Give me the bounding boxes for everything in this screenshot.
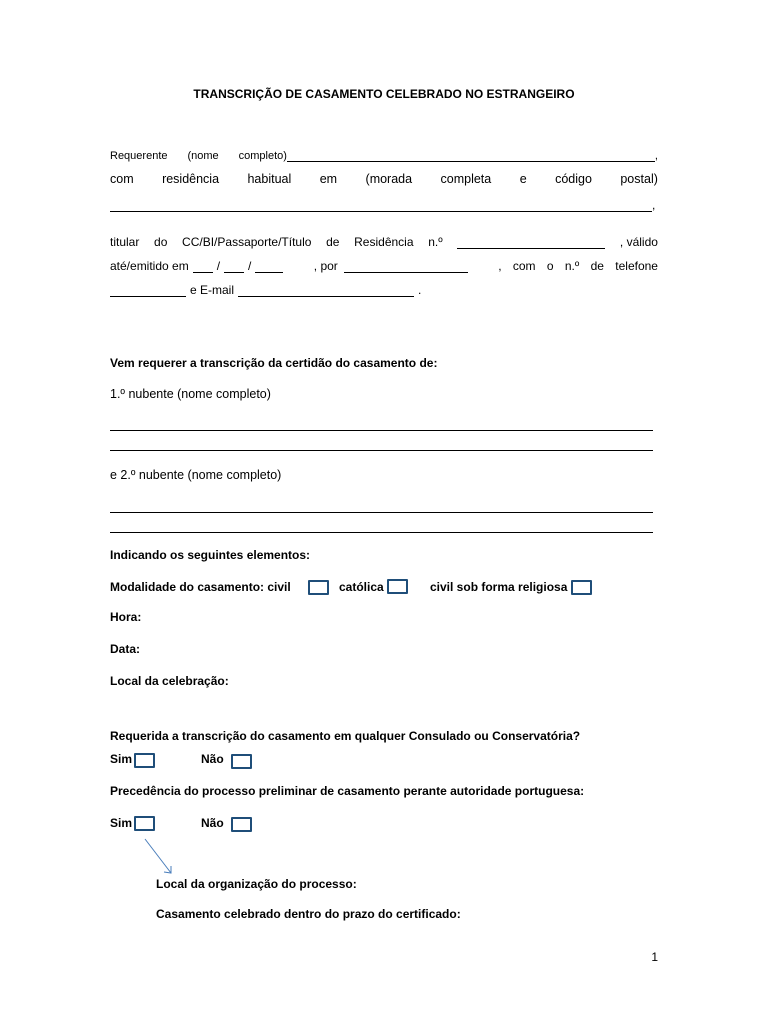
word: Residência [354,235,414,249]
page-number: 1 [651,950,658,964]
civil-religiosa-checkbox[interactable] [571,580,592,595]
precedencia-nao-label: Não [201,816,224,830]
requerente-paren2: completo) [238,150,287,162]
word: de [326,235,340,249]
requerente-paren: (nome [187,150,219,162]
word: completa [440,172,492,186]
requerida-sim-checkbox[interactable] [134,753,155,768]
word: residência [162,172,220,186]
hora-label: Hora: [110,610,142,624]
word: com [110,172,134,186]
residencia-line [110,172,658,186]
document-number-field[interactable] [457,237,605,249]
word: CC/BI/Passaporte/Título [182,235,312,249]
nubente1-field-1[interactable] [110,430,653,431]
civil-religiosa-label: civil sob forma religiosa [430,580,568,594]
validade-line: até/emitido em / / , por , com o n.º de telefone [110,259,658,273]
requerida-nao-checkbox[interactable] [231,754,252,769]
nubente2-field-2[interactable] [110,532,653,533]
local-organizacao-label: Local da organização do processo: [156,877,357,891]
local-celebracao-label: Local da celebração: [110,674,229,688]
contact-line [110,283,421,297]
period: . [418,283,422,297]
precedencia-nao-checkbox[interactable] [231,817,252,832]
word: em [319,172,338,186]
titular-line [110,235,658,249]
nubente2-field-1[interactable] [110,512,653,513]
nubente2-label: e 2.º nubente (nome completo) [110,468,282,482]
requerente-label: Requerente [110,150,168,162]
prazo-label: Casamento celebrado dentro do prazo do certificado: [156,907,461,921]
indicando-text: Indicando os seguintes elementos: [110,548,311,562]
emitido-por-field[interactable] [344,261,468,273]
requerida-nao-label: Não [201,752,224,766]
ate-label: até/emitido em [110,259,189,273]
precedencia-question: Precedência do processo preliminar de casamento perante autoridade portuguesa: [110,784,585,798]
email-label: e E-mail [190,283,235,297]
catolica-label: católica [339,580,384,594]
catolica-checkbox[interactable] [387,579,408,594]
requerente-line: Requerente (nome completo) , [110,150,658,162]
morada-field[interactable] [110,200,652,212]
word: n.º [428,235,443,249]
document-title: TRANSCRIÇÃO DE CASAMENTO CELEBRADO NO ESTRANGEIRO [193,87,575,101]
civil-checkbox[interactable] [308,580,329,595]
precedencia-sim-label: Sim [110,816,133,830]
precedencia-sim-checkbox[interactable] [134,816,155,831]
word: do [154,235,168,249]
year-field[interactable] [255,261,283,273]
telefone-label: , com o n.º de telefone [498,259,658,273]
month-field[interactable] [224,261,244,273]
word: código [555,172,592,186]
requerida-sim-label: Sim [110,752,133,766]
requerente-name-field[interactable] [287,150,655,162]
telefone-field[interactable] [110,285,186,297]
day-field[interactable] [193,261,213,273]
nubente1-field-2[interactable] [110,450,653,451]
word: e [519,172,527,186]
morada-line: , [110,198,658,212]
vem-requerer-text: Vem requerer a transcrição da certidão do casamento de: [110,356,438,370]
por-label: , por [313,259,338,273]
data-label: Data: [110,642,141,656]
nubente1-label: 1.º nubente (nome completo) [110,387,271,401]
valido-label: , válido [619,235,658,249]
modalidade-civil-label: Modalidade do casamento: civil [110,580,291,594]
word: titular [110,235,140,249]
arrow-icon [140,836,180,878]
requerida-question: Requerida a transcrição do casamento em qualquer Consulado ou Conservatória? [110,729,581,743]
email-field[interactable] [238,285,414,297]
word: habitual [247,172,292,186]
word: (morada [365,172,413,186]
word: postal) [620,172,658,186]
